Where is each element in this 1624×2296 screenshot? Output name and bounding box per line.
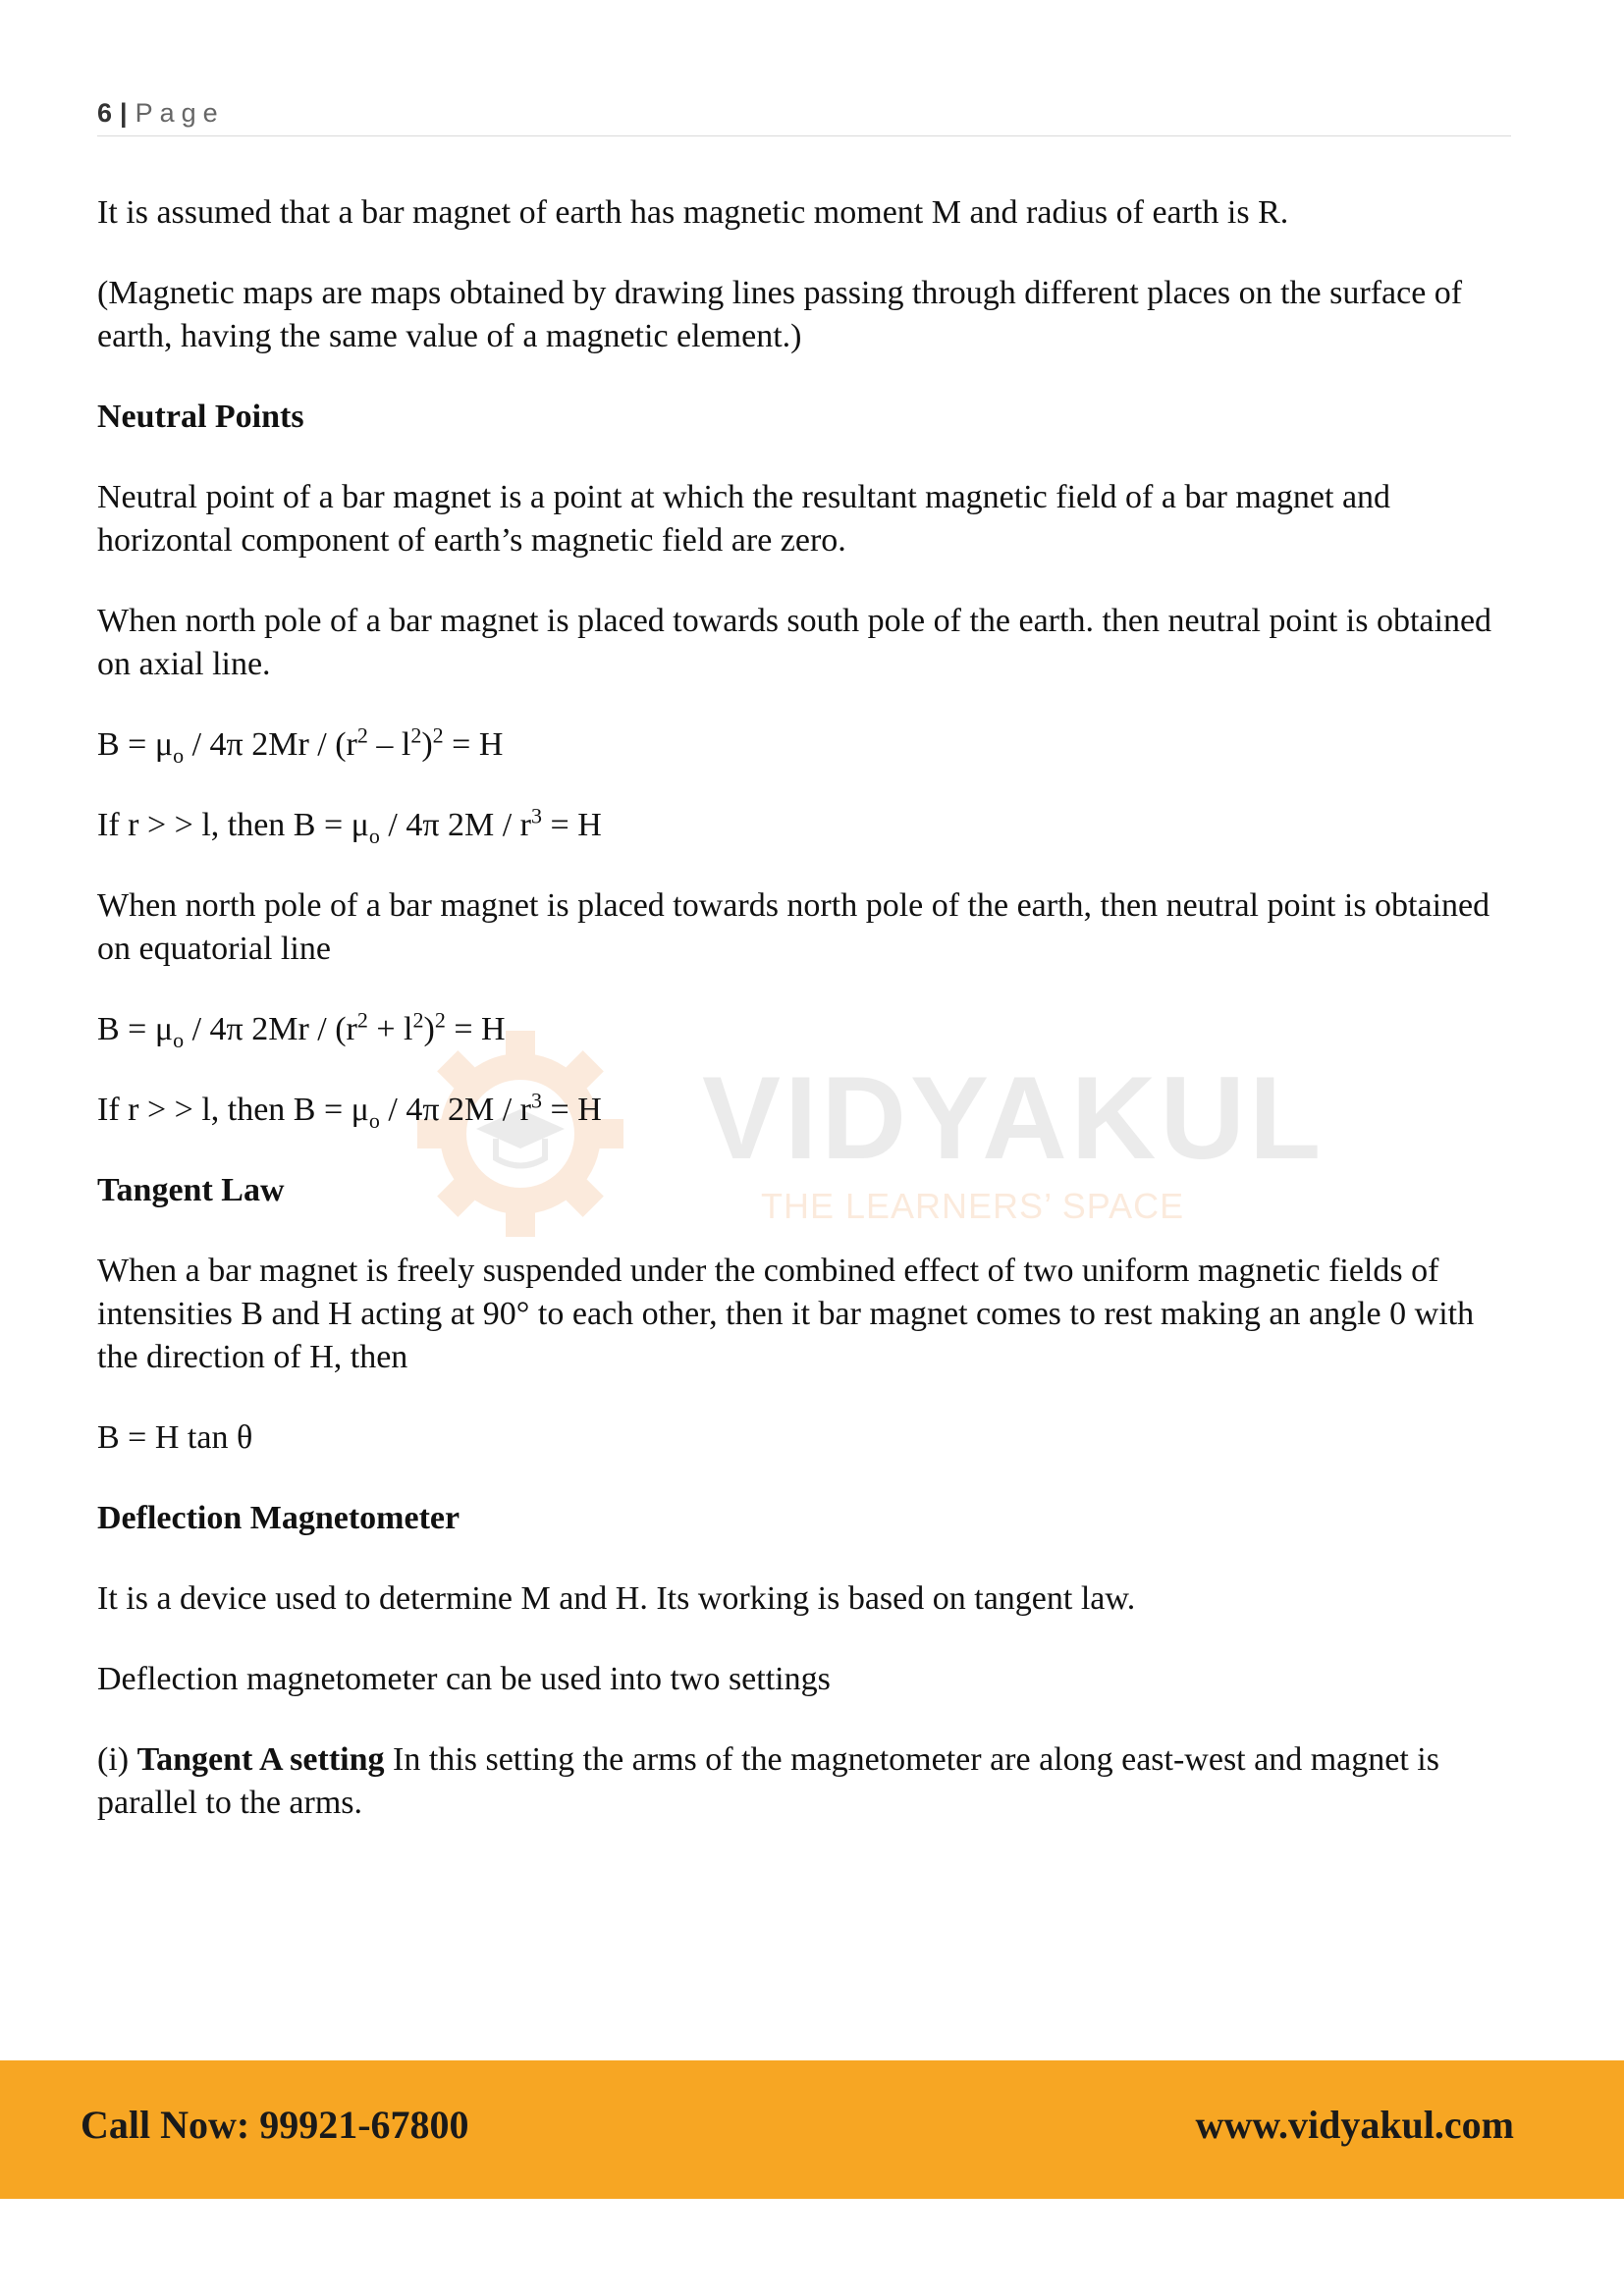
equation-equatorial-approx: If r > > l, then $B = \mu_o / 4\pi$ $2M / r^3 = H$ [97, 1088, 602, 1133]
watermark-tagline: THE LEARNERS’ SPACE [761, 1186, 1185, 1226]
heading-tangent-law: Tangent Law [97, 1172, 285, 1208]
equation-tangent-law: B = H tan θ [97, 1419, 253, 1456]
call-now-text: Call Now: 99921-67800 [81, 2103, 469, 2147]
page-separator: | [120, 98, 128, 128]
equation-axial-approx: If r > > l, then $B = \mu_o / 4\pi$ $2M / r^3 = H$ [97, 803, 602, 848]
equation-axial: $B = \mu_o / 4\pi$ $2Mr / (r^2 - l^2)^2 = H$ [97, 722, 504, 768]
paragraph-device: It is a device used to determine M and H. Its working is based on tangent law. [97, 1580, 1136, 1617]
heading-deflection-magnetometer: Deflection Magnetometer [97, 1500, 460, 1536]
paragraph-tangent-law: When a bar magnet is freely suspended under the combined effect of two uniform magnetic fields of intensities B and H acting at 90° to each other, then it bar magnet comes to rest making an angle 0 with the direction of H, then [97, 1253, 1475, 1375]
paragraph-intro: It is assumed that a bar magnet of earth has magnetic moment M and radius of earth is R. [97, 194, 1289, 231]
footer-banner [0, 2060, 1624, 2199]
paragraph-axial-case: When north pole of a bar magnet is placed towards south pole of the earth. then neutral point is obtained on axial line. [97, 603, 1492, 682]
tangent-a-setting-label: Tangent A setting [136, 1741, 385, 1778]
paragraph-equatorial-case: When north pole of a bar magnet is placed towards north pole of the earth, then neutral point is obtained on equatorial line [97, 887, 1490, 967]
equation-equatorial: $B = \mu_o / 4\pi$ $2Mr / (r^2 + l^2)^2 = H$ [97, 1007, 506, 1052]
paragraph-magnetic-maps: (Magnetic maps are maps obtained by drawing lines passing through different places on the surface of earth, having the same value of a magnetic element.) [97, 275, 1463, 354]
paragraph-settings: Deflection magnetometer can be used into two settings [97, 1661, 831, 1697]
website-link[interactable]: www.vidyakul.com [1195, 2103, 1514, 2147]
paragraph-tangent-a-setting: (i) Tangent A setting In this setting the arms of the magnetometer are along east-west and magnet is parallel to the arms. [97, 1741, 1439, 1821]
page-header [97, 98, 1511, 136]
paragraph-neutral-definition: Neutral point of a bar magnet is a point at which the resultant magnetic field of a bar magnet and horizontal component of earth’s magnetic field are zero. [97, 479, 1391, 559]
document-body [97, 191, 1511, 1862]
page-number: 6 [97, 98, 113, 128]
watermark-brand: VIDYAKUL [702, 1052, 1326, 1184]
page-label: Page [135, 98, 225, 128]
heading-neutral-points: Neutral Points [97, 399, 304, 435]
